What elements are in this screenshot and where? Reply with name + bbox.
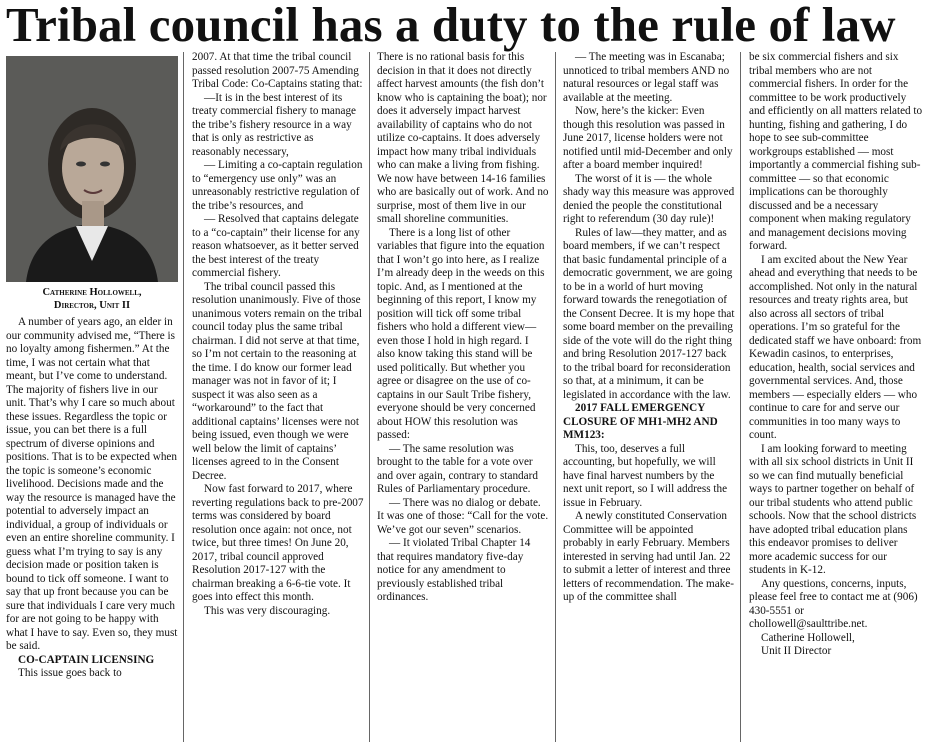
photo-caption (6, 286, 178, 312)
paragraph: — The same resolution was brought to the table for a vote over and over again, contrary to standard Rules of Parliamentary procedure. (377, 442, 538, 495)
paragraph: Rules of law—they matter, and as board members, if we can’t respect that basic fundamental principle of a democratic government, we are going to be in a world of hurt moving forward towards the renegotiation of the Consent Decree. It is my hope that some board member on the prevailing side of the vote will do the right thing and bring Resolution 2017-127 back to the tribal board for reconsideration so that, at a minimum, it can be legislated in accordance with the law. (563, 226, 735, 401)
paragraph: This, too, deserves a full accounting, but hopefully, we will have final harvest numbers by the next unit report, so I will address the issue in February. (563, 442, 728, 509)
paragraph: be six commercial fishers and six tribal members who are not commercial fishers. In order for the committee to be work productively and efficiently on all matters related to hunting, fishing and gathering, I do hope to see sub-committee workgroups established — most importantly a commercial fishing sub-committee — so that economic implications can be thoroughly discussed and be a necessary component when making regulatory and management decisions moving forward. (749, 51, 923, 252)
paragraph: I am looking forward to meeting with all six school districts in Unit II so we can find mutually beneficial ways to partner together on behalf of our tribal students who attend public schools. Now that the school districts have adopted tribal education plans this endeavor promises to deliver more academic success for our students in K-12. (749, 442, 917, 576)
caption-title: Director, Unit II (53, 300, 131, 311)
subhead: 2017 FALL EMERGENCY CLOSURE OF MH1-MH2 AND MM123: (563, 402, 718, 441)
paragraph: There is no rational basis for this decision in that it does not directly affect harvest amounts (the fish don’t know who is captaining the boat); nor does it adversely impact harvest availability of captains who do not utilize co-captains. It does adversely impact how many tribal individuals who can make a living from fishing. We now have between 14-16 families who are basically out of work. And no surprise, most of them live in our small shoreline communities. (377, 51, 549, 225)
column-rule (555, 52, 556, 742)
paragraph: Now fast forward to 2017, where reverting regulations back to pre-2007 terms was considered by board resolution once again: not once, not twice, but three times! On June 20, 2017, tribal council approved Resolution 2017-127 with the chairman breaking a 6-6-tie vote. It goes into effect this month. (192, 483, 364, 603)
paragraph: A number of years ago, an elder in our community advised me, “There is no loyalty among fishermen.” At the time, I was not certain what that meant, but I’ve come to understand. The majority of fishers live in our unit. That’s why I care so much about these issues. Regardless the topic or issue, you can bet there is a full spectrum of diverse opinions and positions. That is to be expected when the topic is someone’s economic livelihood. Decisions made and the way the resource is managed have the potential to adversely impact an individual, a group of individuals or even an entire shoreline community. I guess what I’m trying to say is any decision made or position taken is bound to tick off someone. I want to say that up front because you can be sure that individuals I care very much for are not going to be happy with what I have to say. Even so, they must be said. (6, 316, 178, 652)
author-photo (6, 56, 178, 282)
paragraph: 2007. At that time the tribal council passed resolution 2007-75 Amending Tribal Code: Co-Captains stating that: (192, 51, 363, 90)
paragraph: There is a long list of other variables that figure into the equation that I won’t go into here, as I realize I’m already deep in the weeds on this topic. And, as I mentioned at the beginning of this report, I know my position will tick off some tribal fishers who hold a different view—even those I hold in high regard. I also know taking this stand will be used politically. But whether you agree or disagree on the use of co-captains in our Sault Tribe fishery, everyone should be very concerned about HOW this resolution was passed: (377, 226, 545, 441)
paragraph: — There was no dialog or debate. It was one of those: “Call for the vote. We’ve got our seven” scenarios. (377, 496, 549, 536)
column-rule (369, 52, 370, 742)
paragraph: The worst of it is — the whole shady way this measure was approved denied the people the constitutional right to referendum (30 day rule)! (563, 172, 735, 225)
column-3 (377, 51, 549, 741)
paragraph: — Resolved that captains delegate to a “co-captain” their license for any reason whatsoever, as it better served the best interest of the treaty commercial fishery. (192, 213, 360, 279)
paragraph: This was very discouraging. (204, 604, 331, 617)
paragraph: I am excited about the New Year ahead and everything that needs to be accomplished. Not only in the natural resources and treaty rights area, but also across all sectors of tribal operations. I’m so grateful for the dedicated staff we have onboard: from Kewadin casinos, to enterprises, education, health, social services and governmental services. And, those members — especially elders — who continue to care for and serve our communities in too many ways to count. (749, 253, 922, 441)
paragraph: Now, here’s the kicker: Even though this resolution was passed in June 2017, license holders were not notified until mid-December and only after a board member inquired! (563, 105, 733, 171)
paragraph: — The meeting was in Escanaba; unnoticed to tribal members AND no natural resources or legal staff was available at the meeting. (563, 51, 730, 104)
paragraph: — It violated Tribal Chapter 14 that requires mandatory five-day notice for any amendment to previously established tribal ordinances. (377, 537, 531, 603)
paragraph: A newly constituted Conservation Committee will be appointed probably in early February. Members interested in serving had until Jan. 22 to submit a letter of interest and three letters of recommendation. The make-up of the committee shall (563, 510, 734, 603)
paragraph: — Limiting a co-captain regulation to “emergency use only” was an unreasonably restrictive regulation of the tribe’s resources, and (192, 159, 363, 212)
paragraph: This issue goes back to (18, 667, 122, 679)
headline: Tribal council has a duty to the rule of law (6, 0, 896, 52)
column-4 (563, 51, 735, 741)
column-5 (749, 51, 923, 741)
column-1 (6, 51, 178, 741)
paragraph: —It is in the best interest of its treaty commercial fishery to manage the tribe’s fishery resource in a way that is only as restrictive as reasonably necessary, (192, 91, 357, 158)
signoff-title: Unit II Director (761, 645, 832, 657)
column-2 (192, 51, 364, 741)
column-rule (183, 52, 184, 742)
paragraph: Any questions, concerns, inputs, please feel free to contact me at (906) 430-5551 or chollowell@saulttribe.net. (749, 577, 918, 630)
signoff-name: Catherine Hollowell, (761, 631, 855, 644)
caption-name: Catherine Hollowell, (42, 287, 142, 298)
paragraph: The tribal council passed this resolution unanimously. Five of those unanimous voters remain on the tribal council today plus the same tribal chairman. I did not serve at that time, so I’m not certain to the reasoning at the time. I do know our former lead manager was not in favor of it; I suspect it was also seen as a “workaround” to the fact that additional captains’ licenses were not being issued, even though we were well below the limit of captains’ licenses agreed to in the Consent Decree. (192, 280, 362, 482)
subhead: CO-CAPTAIN LICENSING (18, 653, 155, 666)
column-rule (740, 52, 741, 742)
